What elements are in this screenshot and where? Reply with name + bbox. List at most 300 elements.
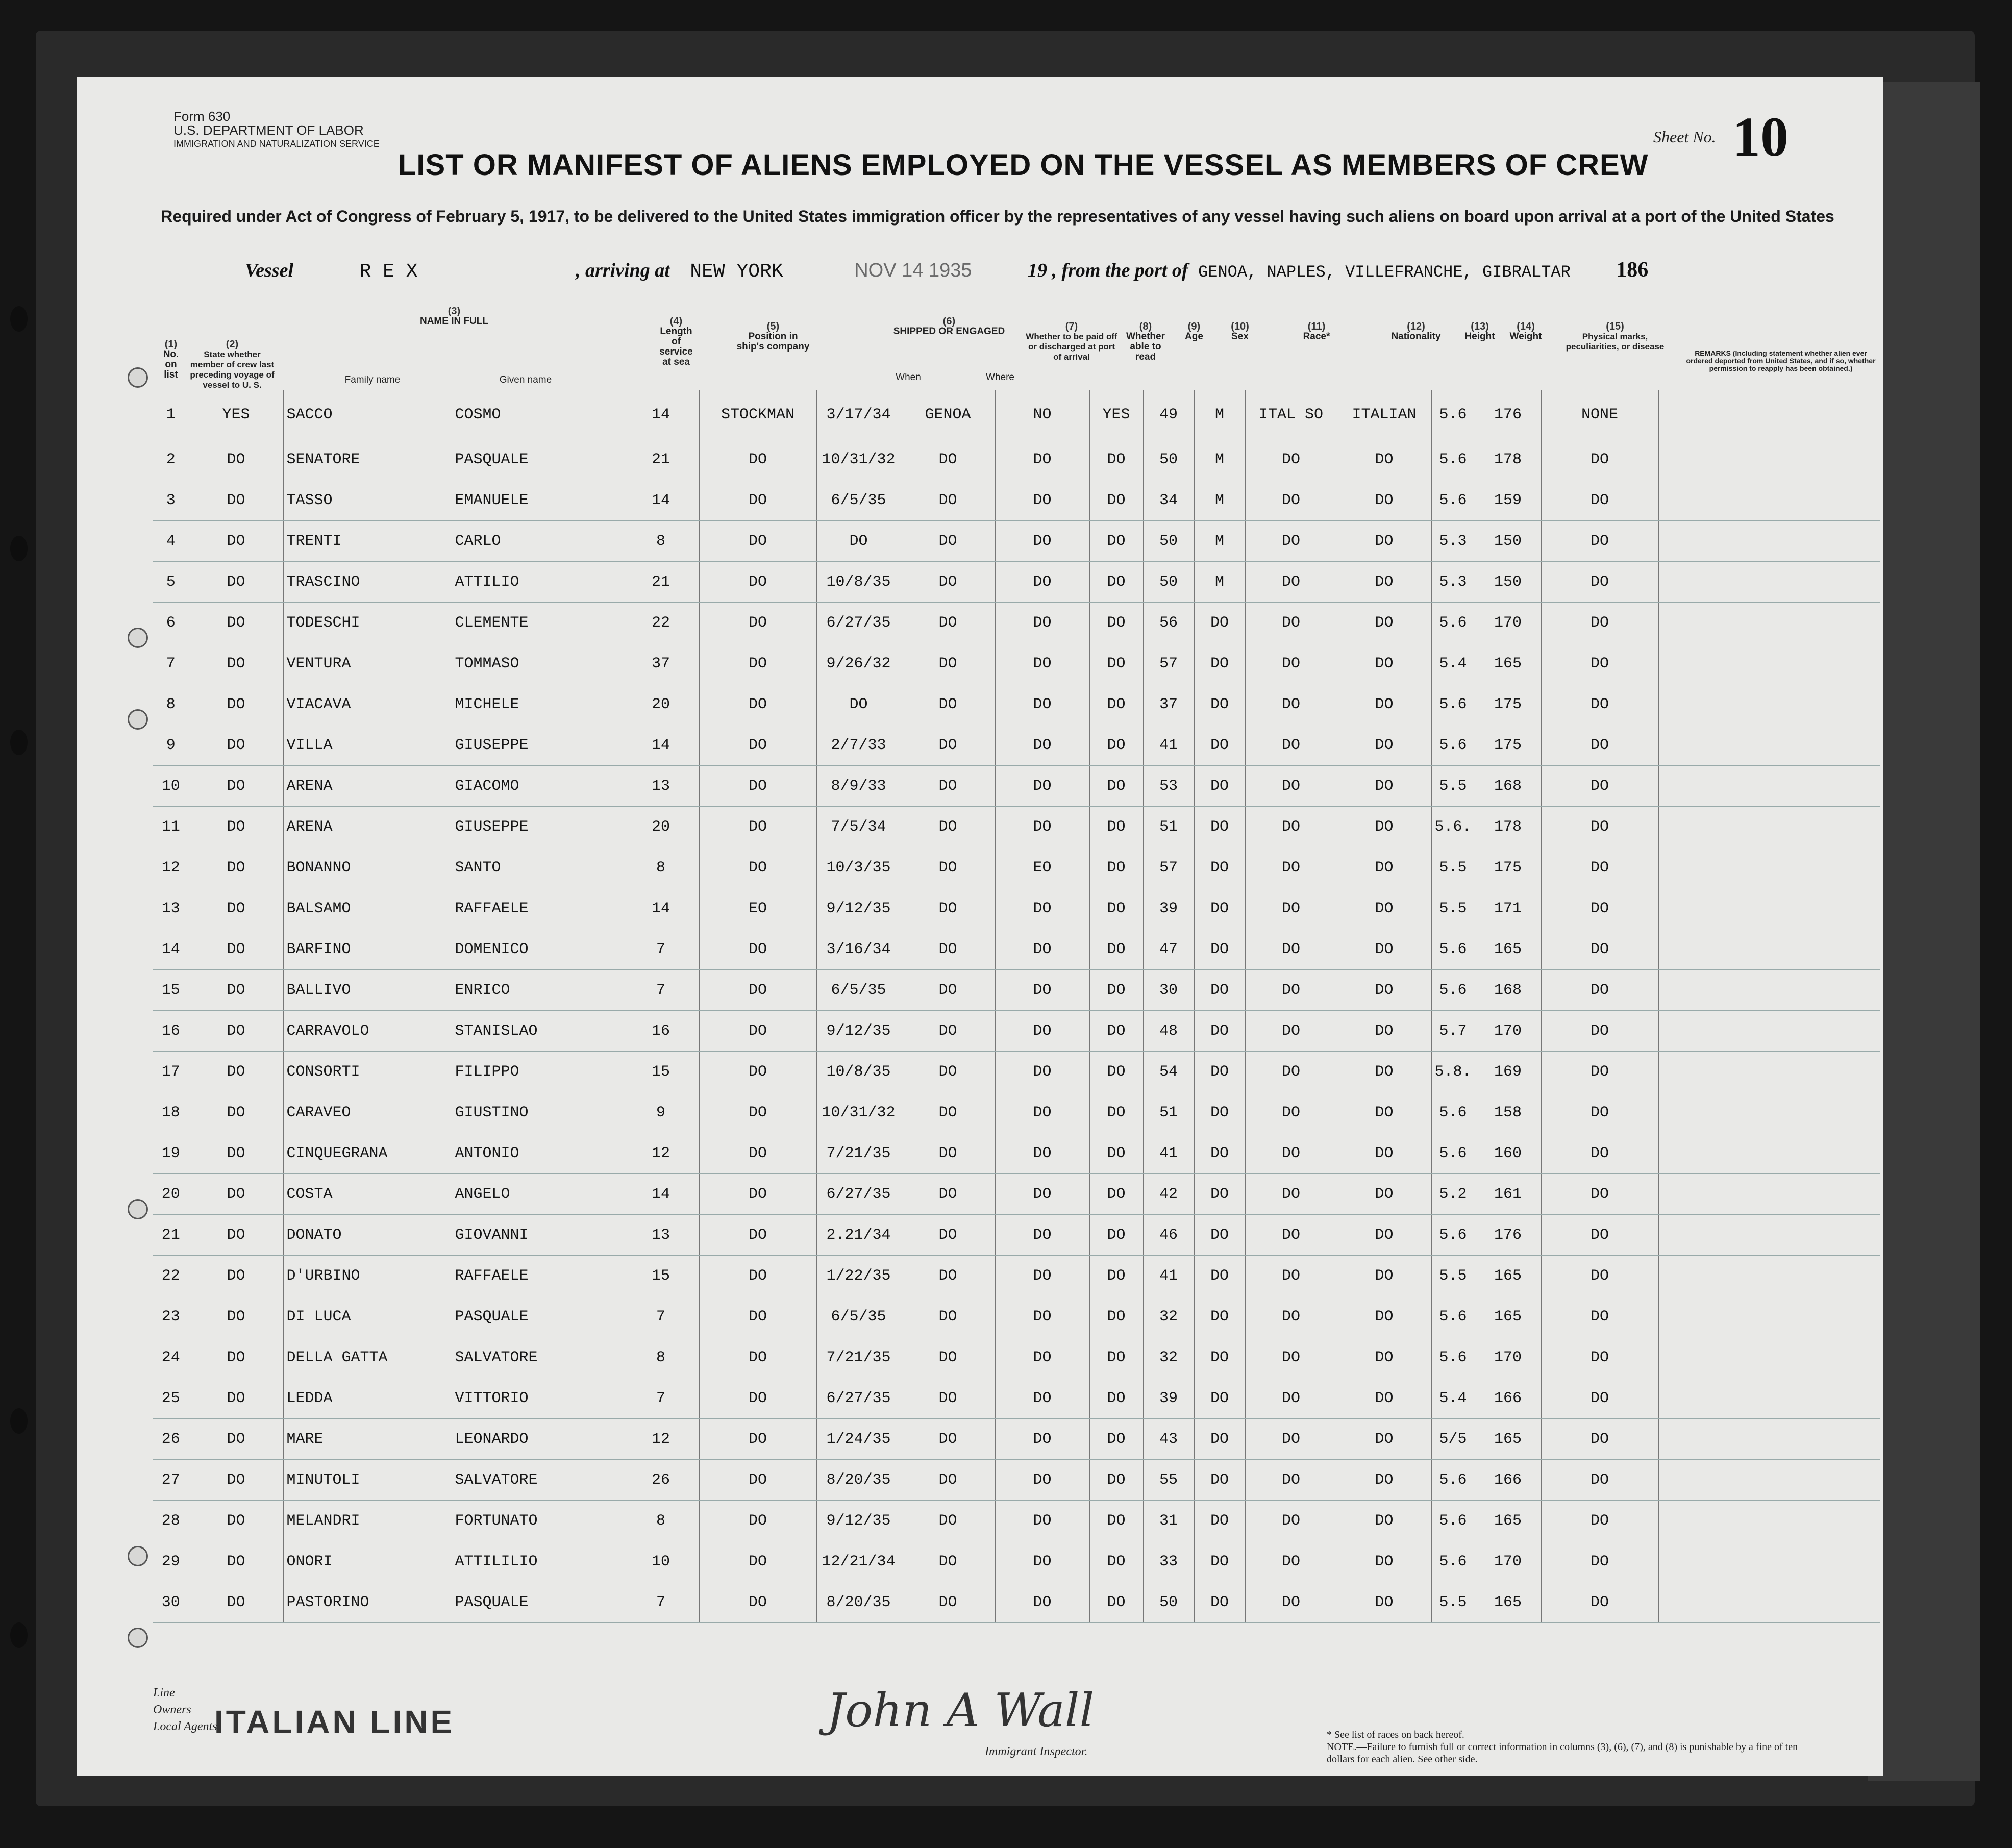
physical-marks: DO — [1541, 1419, 1658, 1460]
height: 5.4 — [1431, 1378, 1475, 1419]
position: DO — [699, 1011, 816, 1052]
row-number: 19 — [153, 1133, 189, 1174]
service-length: 7 — [623, 1296, 699, 1337]
row-number: 2 — [153, 439, 189, 480]
race: DO — [1245, 1501, 1337, 1541]
age: 53 — [1143, 766, 1194, 807]
given-name: ENRICO — [452, 970, 623, 1011]
able-to-read: DO — [1089, 562, 1143, 603]
nationality: DO — [1337, 1215, 1431, 1256]
race: DO — [1245, 847, 1337, 888]
remarks — [1658, 1174, 1880, 1215]
age: 56 — [1143, 603, 1194, 643]
shipped-when: 3/17/34 — [816, 390, 901, 439]
remarks — [1658, 1337, 1880, 1378]
given-name: STANISLAO — [452, 1011, 623, 1052]
departure-ports: GENOA, NAPLES, VILLEFRANCHE, GIBRALTAR — [1198, 263, 1571, 282]
shipped-when: 6/5/35 — [816, 480, 901, 521]
service-length: 8 — [623, 1501, 699, 1541]
nationality: DO — [1337, 1378, 1431, 1419]
physical-marks: DO — [1541, 1460, 1658, 1501]
age: 41 — [1143, 1256, 1194, 1296]
weight: 165 — [1475, 929, 1541, 970]
paid-off: DO — [995, 1582, 1089, 1623]
nationality: DO — [1337, 439, 1431, 480]
position: DO — [699, 1419, 816, 1460]
sex: DO — [1194, 1337, 1245, 1378]
height: 5.2 — [1431, 1174, 1475, 1215]
age: 43 — [1143, 1419, 1194, 1460]
remarks — [1658, 684, 1880, 725]
position: DO — [699, 1052, 816, 1092]
shipped-where: DO — [901, 1133, 995, 1174]
sex: DO — [1194, 1378, 1245, 1419]
shipped-where: DO — [901, 1174, 995, 1215]
given-name: GIUSTINO — [452, 1092, 623, 1133]
able-to-read: DO — [1089, 1541, 1143, 1582]
height: 5.6 — [1431, 1460, 1475, 1501]
service-length: 37 — [623, 643, 699, 684]
height: 5.5 — [1431, 888, 1475, 929]
crew-row — [153, 1541, 1880, 1582]
given-name: MICHELE — [452, 684, 623, 725]
crew-row — [153, 1133, 1880, 1174]
shipped-when: 2.21/34 — [816, 1215, 901, 1256]
shipped-when: 7/21/35 — [816, 1133, 901, 1174]
race: DO — [1245, 1296, 1337, 1337]
col-sex-header: (10) Sex — [1231, 321, 1249, 342]
given-name: FORTUNATO — [452, 1501, 623, 1541]
weight: 166 — [1475, 1378, 1541, 1419]
paid-off: DO — [995, 1419, 1089, 1460]
age: 54 — [1143, 1052, 1194, 1092]
previous-voyage: DO — [189, 1378, 283, 1419]
race: DO — [1245, 1256, 1337, 1296]
nationality: DO — [1337, 1052, 1431, 1092]
paid-off: DO — [995, 480, 1089, 521]
remarks — [1658, 1501, 1880, 1541]
physical-marks: DO — [1541, 1092, 1658, 1133]
sex: DO — [1194, 888, 1245, 929]
physical-marks: DO — [1541, 603, 1658, 643]
age: 34 — [1143, 480, 1194, 521]
row-number: 14 — [153, 929, 189, 970]
able-to-read: DO — [1089, 1460, 1143, 1501]
age: 33 — [1143, 1541, 1194, 1582]
race: DO — [1245, 480, 1337, 521]
paid-off: DO — [995, 888, 1089, 929]
family-name: TRENTI — [283, 521, 452, 562]
race: DO — [1245, 1215, 1337, 1256]
given-name: COSMO — [452, 390, 623, 439]
nationality: DO — [1337, 521, 1431, 562]
row-number: 10 — [153, 766, 189, 807]
family-name: ARENA — [283, 766, 452, 807]
remarks — [1658, 929, 1880, 970]
nationality: DO — [1337, 684, 1431, 725]
height: 5.3 — [1431, 521, 1475, 562]
remarks — [1658, 1092, 1880, 1133]
row-number: 15 — [153, 970, 189, 1011]
family-name: TRASCINO — [283, 562, 452, 603]
shipped-where: DO — [901, 888, 995, 929]
crew-row — [153, 929, 1880, 970]
paid-off: DO — [995, 1092, 1089, 1133]
previous-voyage: DO — [189, 1133, 283, 1174]
row-number: 22 — [153, 1256, 189, 1296]
physical-marks: DO — [1541, 1174, 1658, 1215]
age: 51 — [1143, 1092, 1194, 1133]
shipped-when: 10/3/35 — [816, 847, 901, 888]
row-number: 6 — [153, 603, 189, 643]
form-id: Form 630 U.S. DEPARTMENT OF LABOR IMMIGRATION AND NATURALIZATION SERVICE — [173, 109, 380, 149]
shipped-where: DO — [901, 1296, 995, 1337]
previous-voyage: DO — [189, 603, 283, 643]
previous-voyage: DO — [189, 847, 283, 888]
paid-off: DO — [995, 1052, 1089, 1092]
shipped-where: DO — [901, 1419, 995, 1460]
sex: DO — [1194, 1174, 1245, 1215]
physical-marks: DO — [1541, 1501, 1658, 1541]
position: DO — [699, 1582, 816, 1623]
able-to-read: DO — [1089, 1501, 1143, 1541]
page-reference: 186 — [1616, 258, 1649, 282]
shipped-where: DO — [901, 1256, 995, 1296]
position: DO — [699, 480, 816, 521]
remarks — [1658, 807, 1880, 847]
position: DO — [699, 1215, 816, 1256]
position: DO — [699, 1378, 816, 1419]
given-name: GIUSEPPE — [452, 807, 623, 847]
sex: DO — [1194, 1501, 1245, 1541]
service-length: 15 — [623, 1052, 699, 1092]
height: 5.6 — [1431, 1541, 1475, 1582]
remarks — [1658, 970, 1880, 1011]
age: 50 — [1143, 521, 1194, 562]
able-to-read: DO — [1089, 1296, 1143, 1337]
shipped-when: 1/22/35 — [816, 1256, 901, 1296]
height: 5.6 — [1431, 1337, 1475, 1378]
height: 5.6 — [1431, 1296, 1475, 1337]
able-to-read: DO — [1089, 970, 1143, 1011]
paid-off: DO — [995, 766, 1089, 807]
weight: 165 — [1475, 1296, 1541, 1337]
physical-marks: DO — [1541, 1582, 1658, 1623]
sex: DO — [1194, 1460, 1245, 1501]
footer-labels: Line Owners Local Agents — [153, 1686, 217, 1733]
shipped-where: DO — [901, 684, 995, 725]
remarks — [1658, 888, 1880, 929]
row-number: 24 — [153, 1337, 189, 1378]
given-name: LEONARDO — [452, 1419, 623, 1460]
age: 49 — [1143, 390, 1194, 439]
row-number: 21 — [153, 1215, 189, 1256]
crew-row — [153, 1501, 1880, 1541]
paid-off: DO — [995, 929, 1089, 970]
physical-marks: DO — [1541, 1052, 1658, 1092]
nationality: DO — [1337, 643, 1431, 684]
given-name: FILIPPO — [452, 1052, 623, 1092]
paid-off: DO — [995, 1460, 1089, 1501]
table-header — [153, 301, 1878, 390]
col-read-header: (8) Whether able to read — [1126, 321, 1165, 362]
weight: 169 — [1475, 1052, 1541, 1092]
previous-voyage: DO — [189, 1215, 283, 1256]
shipped-where: DO — [901, 562, 995, 603]
given-name: VITTORIO — [452, 1378, 623, 1419]
height: 5.6 — [1431, 1215, 1475, 1256]
position: DO — [699, 766, 816, 807]
row-number: 23 — [153, 1296, 189, 1337]
remarks — [1658, 1052, 1880, 1092]
previous-voyage: DO — [189, 1174, 283, 1215]
given-name: PASQUALE — [452, 439, 623, 480]
shipped-when: 1/24/35 — [816, 1419, 901, 1460]
page-title: LIST OR MANIFEST OF ALIENS EMPLOYED ON THE VESSEL AS MEMBERS OF CREW — [398, 148, 1649, 182]
able-to-read: YES — [1089, 390, 1143, 439]
previous-voyage: DO — [189, 766, 283, 807]
previous-voyage: DO — [189, 1460, 283, 1501]
age: 57 — [1143, 847, 1194, 888]
nationality: DO — [1337, 1337, 1431, 1378]
race: DO — [1245, 766, 1337, 807]
service-length: 21 — [623, 439, 699, 480]
previous-voyage: DO — [189, 684, 283, 725]
paid-off: DO — [995, 1541, 1089, 1582]
nationality: DO — [1337, 1419, 1431, 1460]
able-to-read: DO — [1089, 1052, 1143, 1092]
shipped-when: 6/5/35 — [816, 970, 901, 1011]
age: 42 — [1143, 1174, 1194, 1215]
col-weight-header: (14) Weight — [1509, 321, 1542, 342]
race: DO — [1245, 1133, 1337, 1174]
race: DO — [1245, 684, 1337, 725]
height: 5.6 — [1431, 1133, 1475, 1174]
col-physical-marks-header: (15) Physical marks, peculiarities, or disease — [1566, 321, 1665, 352]
sex: M — [1194, 521, 1245, 562]
height: 5.3 — [1431, 562, 1475, 603]
previous-voyage: DO — [189, 888, 283, 929]
col-paid-off-header: (7) Whether to be paid off or discharged at port of arrival — [1026, 321, 1117, 362]
race: DO — [1245, 1011, 1337, 1052]
shipped-when: 7/21/35 — [816, 1337, 901, 1378]
able-to-read: DO — [1089, 684, 1143, 725]
shipped-where: DO — [901, 725, 995, 766]
paid-off: DO — [995, 807, 1089, 847]
height: 5.6 — [1431, 970, 1475, 1011]
position: DO — [699, 970, 816, 1011]
age: 57 — [1143, 643, 1194, 684]
previous-voyage: DO — [189, 929, 283, 970]
physical-marks: DO — [1541, 766, 1658, 807]
age: 50 — [1143, 1582, 1194, 1623]
row-number: 16 — [153, 1011, 189, 1052]
remarks — [1658, 521, 1880, 562]
physical-marks: DO — [1541, 562, 1658, 603]
service-length: 7 — [623, 929, 699, 970]
position: DO — [699, 521, 816, 562]
physical-marks: DO — [1541, 480, 1658, 521]
height: 5.6 — [1431, 390, 1475, 439]
nationality: DO — [1337, 725, 1431, 766]
nationality: DO — [1337, 1296, 1431, 1337]
previous-voyage: DO — [189, 1541, 283, 1582]
physical-marks: DO — [1541, 684, 1658, 725]
age: 41 — [1143, 725, 1194, 766]
family-name: D'URBINO — [283, 1256, 452, 1296]
paid-off: DO — [995, 603, 1089, 643]
physical-marks: DO — [1541, 847, 1658, 888]
age: 50 — [1143, 439, 1194, 480]
col-position-header: (5) Position in ship's company — [736, 321, 810, 352]
arrival-port: NEW YORK — [690, 261, 783, 283]
family-name: PASTORINO — [283, 1582, 452, 1623]
physical-marks: DO — [1541, 1256, 1658, 1296]
shipped-when: 10/31/32 — [816, 439, 901, 480]
family-name: SENATORE — [283, 439, 452, 480]
col-length-header: (4) Length of service at sea — [659, 316, 693, 367]
race: DO — [1245, 888, 1337, 929]
date-stamp: NOV 14 1935 — [854, 260, 972, 281]
weight: 175 — [1475, 725, 1541, 766]
sheet-number: 10 — [1732, 106, 1789, 168]
row-number: 18 — [153, 1092, 189, 1133]
row-number: 13 — [153, 888, 189, 929]
service-length: 22 — [623, 603, 699, 643]
shipped-where: DO — [901, 603, 995, 643]
given-name: RAFFAELE — [452, 888, 623, 929]
previous-voyage: DO — [189, 807, 283, 847]
crew-row — [153, 1256, 1880, 1296]
weight: 168 — [1475, 970, 1541, 1011]
age: 39 — [1143, 888, 1194, 929]
family-name: ONORI — [283, 1541, 452, 1582]
shipped-when: 9/12/35 — [816, 1501, 901, 1541]
shipped-when: 8/20/35 — [816, 1582, 901, 1623]
paid-off: DO — [995, 643, 1089, 684]
previous-voyage: DO — [189, 480, 283, 521]
able-to-read: DO — [1089, 1092, 1143, 1133]
race: DO — [1245, 439, 1337, 480]
remarks — [1658, 643, 1880, 684]
shipped-when: 7/5/34 — [816, 807, 901, 847]
shipped-when: 9/26/32 — [816, 643, 901, 684]
race: DO — [1245, 1052, 1337, 1092]
family-name: CARAVEO — [283, 1092, 452, 1133]
position: DO — [699, 1174, 816, 1215]
nationality: DO — [1337, 1011, 1431, 1052]
row-number: 17 — [153, 1052, 189, 1092]
nationality: DO — [1337, 1501, 1431, 1541]
height: 5.6 — [1431, 480, 1475, 521]
nationality: DO — [1337, 847, 1431, 888]
able-to-read: DO — [1089, 521, 1143, 562]
age: 39 — [1143, 1378, 1194, 1419]
paid-off: DO — [995, 970, 1089, 1011]
shipped-when: 10/8/35 — [816, 562, 901, 603]
row-number: 4 — [153, 521, 189, 562]
nationality: ITALIAN — [1337, 390, 1431, 439]
remarks — [1658, 603, 1880, 643]
physical-marks: DO — [1541, 1541, 1658, 1582]
nationality: DO — [1337, 929, 1431, 970]
paid-off: DO — [995, 1296, 1089, 1337]
previous-voyage: DO — [189, 1092, 283, 1133]
family-name: MARE — [283, 1419, 452, 1460]
position: DO — [699, 1092, 816, 1133]
able-to-read: DO — [1089, 1133, 1143, 1174]
service-length: 20 — [623, 807, 699, 847]
height: 5.5 — [1431, 1256, 1475, 1296]
crew-row — [153, 725, 1880, 766]
age: 46 — [1143, 1215, 1194, 1256]
height: 5.6 — [1431, 725, 1475, 766]
row-number: 29 — [153, 1541, 189, 1582]
sex: M — [1194, 390, 1245, 439]
race: DO — [1245, 1092, 1337, 1133]
page-subtitle: Required under Act of Congress of February 5, 1917, to be delivered to the United States immigration officer by the representatives of any vessel having such aliens on board upon arrival at a port of the United States — [161, 207, 1834, 226]
weight: 166 — [1475, 1460, 1541, 1501]
crew-row — [153, 1419, 1880, 1460]
race: DO — [1245, 643, 1337, 684]
remarks — [1658, 1378, 1880, 1419]
previous-voyage: DO — [189, 1582, 283, 1623]
paid-off: DO — [995, 1174, 1089, 1215]
position: DO — [699, 643, 816, 684]
col-nationality-header: (12) Nationality — [1391, 321, 1441, 342]
remarks — [1658, 1582, 1880, 1623]
shipped-when: 8/20/35 — [816, 1460, 901, 1501]
shipped-when: 9/12/35 — [816, 888, 901, 929]
position: DO — [699, 1501, 816, 1541]
given-name-header: Given name — [499, 374, 552, 385]
height: 5.7 — [1431, 1011, 1475, 1052]
family-name: COSTA — [283, 1174, 452, 1215]
nationality: DO — [1337, 1133, 1431, 1174]
shipped-where: DO — [901, 1011, 995, 1052]
remarks — [1658, 1215, 1880, 1256]
weight: 165 — [1475, 1501, 1541, 1541]
row-number: 1 — [153, 390, 189, 439]
age: 31 — [1143, 1501, 1194, 1541]
race: DO — [1245, 521, 1337, 562]
col-height-header: (13) Height — [1464, 321, 1495, 342]
position: DO — [699, 439, 816, 480]
service-length: 14 — [623, 480, 699, 521]
remarks — [1658, 1541, 1880, 1582]
position: DO — [699, 684, 816, 725]
weight: 168 — [1475, 766, 1541, 807]
race: DO — [1245, 970, 1337, 1011]
shipped-when: 6/27/35 — [816, 1174, 901, 1215]
weight: 165 — [1475, 1582, 1541, 1623]
weight: 176 — [1475, 390, 1541, 439]
race: DO — [1245, 1582, 1337, 1623]
service-length: 7 — [623, 970, 699, 1011]
col-age-header: (9) Age — [1185, 321, 1203, 342]
height: 5.5 — [1431, 847, 1475, 888]
shipped-when: 6/27/35 — [816, 1378, 901, 1419]
paid-off: DO — [995, 1215, 1089, 1256]
col-remarks-header: REMARKS (Including statement whether alien ever ordered deported from United States, and if so, whether permission to reapply has been obtained.) — [1686, 349, 1876, 372]
shipped-where: DO — [901, 480, 995, 521]
weight: 178 — [1475, 807, 1541, 847]
shipped-where: DO — [901, 766, 995, 807]
age: 47 — [1143, 929, 1194, 970]
given-name: DOMENICO — [452, 929, 623, 970]
shipped-where: DO — [901, 643, 995, 684]
physical-marks: DO — [1541, 970, 1658, 1011]
